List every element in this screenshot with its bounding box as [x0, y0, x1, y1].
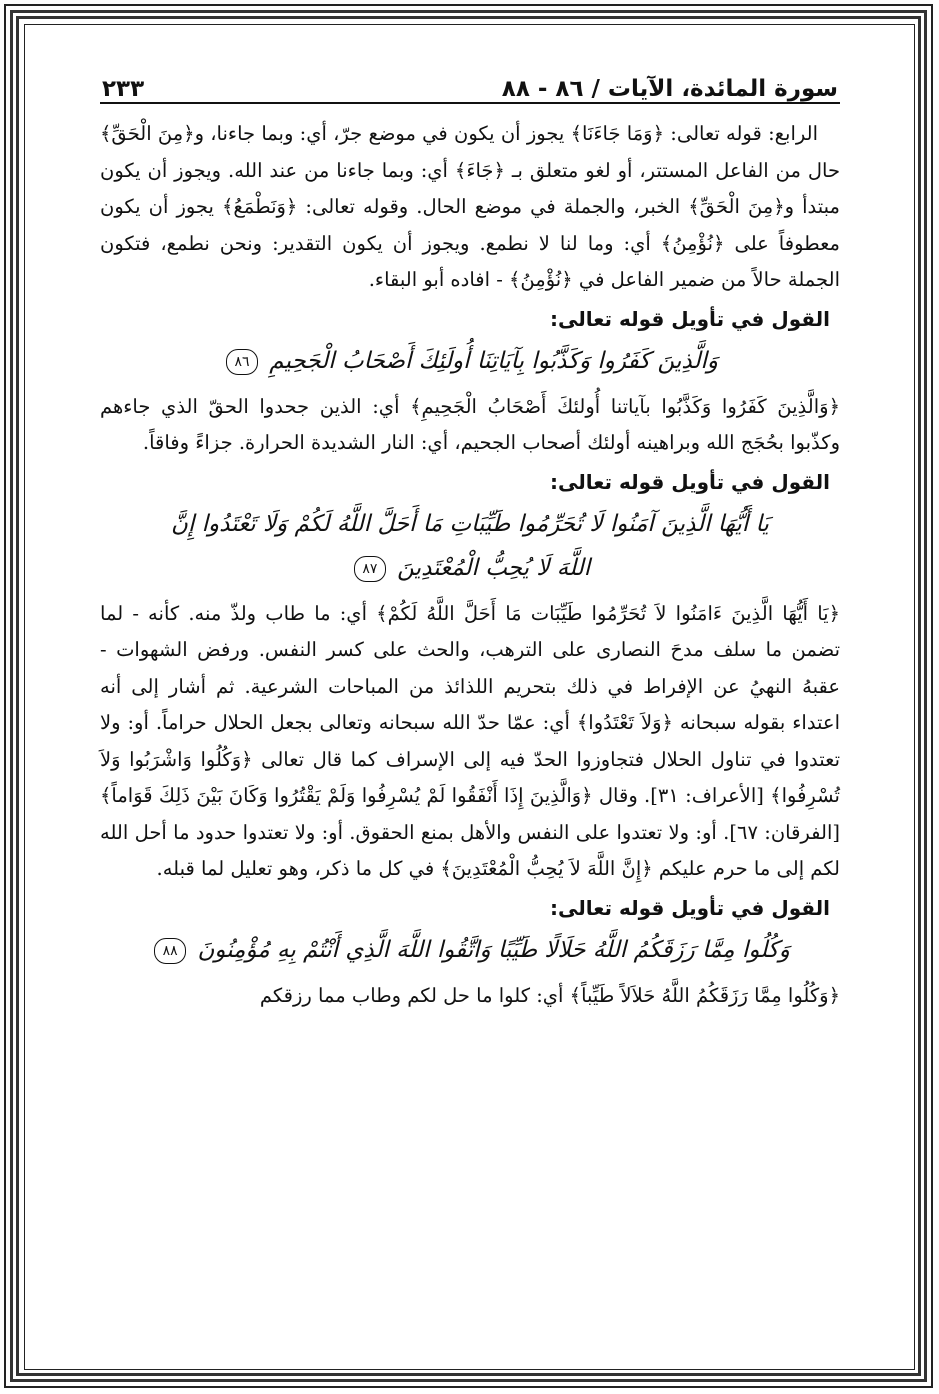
verse-text-line-1: يَا أَيُّهَا الَّذِينَ آمَنُوا لَا تُحَرِّمُوا طَيِّبَاتِ مَا أَحَلَّ اللَّهُ لَكُمْ وَلَا تَعْتَدُوا إِنَّ — [171, 510, 769, 537]
verse-text: وَالَّذِينَ كَفَرُوا وَكَذَّبُوا بِآيَاتِنَا أُولَئِكَ أَصْحَابُ الْجَحِيمِ — [269, 347, 718, 374]
section-heading-2: القول في تأويل قوله تعالى: — [550, 469, 830, 494]
commentary-paragraph-3: ﴿يَا أَيُّهَا الَّذِينَ ءَامَنُوا لاَ تُحَرِّمُوا طَيِّبَات مَا أَحَلَّ اللَّهُ لَكُمْ﴾ أي: ما طاب ولذّ منه. كأنه - لما تضمن ما سلف مدحَ النصارى على الترهب، والحث على كسر النفس. ورفض الشهوات - عقبهُ النهيُ عن الإفراط في ذلك بتحريم اللذائذ من المباحات الشرعية. ثم أشار إلى أنه اعتداء بقوله سبحانه ﴿وَلاَ تَعْتَدُوا﴾ أي: عمّا حدّ الله سبحانه وتعالى بجعل الحلال حراماً. أو: ولا تعتدوا في تناول الحلال فتجاوزوا الحدّ فيه إلى الإسراف كما قال تعالى ﴿وَكُلُوا وَاشْرَبُوا وَلاَ تُسْرِفُوا﴾ [الأعراف: ٣١]. وقال ﴿وَالَّذِينَ إِذَا أَنْفَقُوا لَمْ يُسْرِفُوا وَلَمْ يَقْتُرُوا وَكَانَ بَيْنَ ذَلِكَ قَوَاماً﴾ [الفرقان: ٦٧]. أو: ولا تعتدوا على النفس والأهل بمنع الحقوق. أو: ولا تعتدوا حدود ما أحل الله لكم إلى ما حرم عليكم ﴿إِنَّ اللَّهَ لاَ يُحِبُّ الْمُعْتَدِينَ﴾ في كل ما ذكر، وهو تعليل لما قبله. — [100, 601, 840, 880]
ayah-number-marker: ٨٧ — [354, 556, 386, 582]
quran-verse-86 — [100, 339, 840, 383]
quran-verse-88 — [100, 928, 840, 972]
commentary-paragraph-4: ﴿وَكُلُوا مِمَّا رَزَقَكُمُ اللَّهُ حَلاَلاً طَيِّباً﴾ أي: كلوا ما حل لكم وطاب مما رزقكم — [259, 983, 840, 1007]
ayah-number-marker: ٨٨ — [154, 938, 186, 964]
commentary-paragraph-2: ﴿وَالَّذِينَ كَفَرُوا وَكَذَّبُوا بآياتنا أُولئكَ أَصْحَابُ الْجَحِيمِ﴾ أي: الذين جحدوا الحقّ الذي جاءهم وكذّبوا بحُجَج الله وبراهينه أولئك أصحاب الجحيم، أي: النار الشديدة الحرارة. جزاءً وفاقاً. — [100, 394, 840, 454]
section-heading-3: القول في تأويل قوله تعالى: — [550, 895, 830, 920]
surah-reference: سورة المائدة، الآيات / ٨٦ - ٨٨ — [501, 76, 838, 102]
page-content — [100, 58, 840, 1014]
verse-text: وَكُلُوا مِمَّا رَزَقَكُمُ اللَّهُ حَلَالًا طَيِّبًا وَاتَّقُوا اللَّهَ الَّذِي أَنْتُمْ بِهِ مُؤْمِنُونَ — [197, 936, 790, 963]
verse-text-line-2: اللَّهَ لَا يُحِبُّ الْمُعْتَدِينَ — [397, 554, 591, 581]
page-number: ٢٣٣ — [102, 76, 145, 102]
section-heading-1: القول في تأويل قوله تعالى: — [550, 306, 830, 331]
commentary-paragraph-1: الرابع: قوله تعالى: ﴿وَمَا جَاءَنَا﴾ يجوز أن يكون في موضع جرّ، أي: وبما جاءنا، و﴿مِنَ الْحَقِّ﴾ حال من الفاعل المستتر، أو لغو متعلق بـ ﴿جَاءَ﴾ أي: وبما جاءنا من عند الله. ويجوز أن يكون مبتدأ و﴿مِنَ الْحَقِّ﴾ الخبر، والجملة في موضع الحال. وقوله تعالى: ﴿وَنَطْمَعُ﴾ يجوز أن يكون معطوفاً على ﴿نُؤْمِنُ﴾ أي: وما لنا لا نطمع. ويجوز أن يكون التقدير: ونحن نطمع، فتكون الجملة حالاً من ضمير الفاعل في ﴿نُؤْمِنُ﴾ - افاده أبو البقاء. — [100, 122, 840, 291]
running-header — [100, 58, 840, 104]
ayah-number-marker: ٨٦ — [226, 349, 258, 375]
page-body — [100, 116, 840, 1014]
quran-verse-87 — [100, 502, 840, 590]
